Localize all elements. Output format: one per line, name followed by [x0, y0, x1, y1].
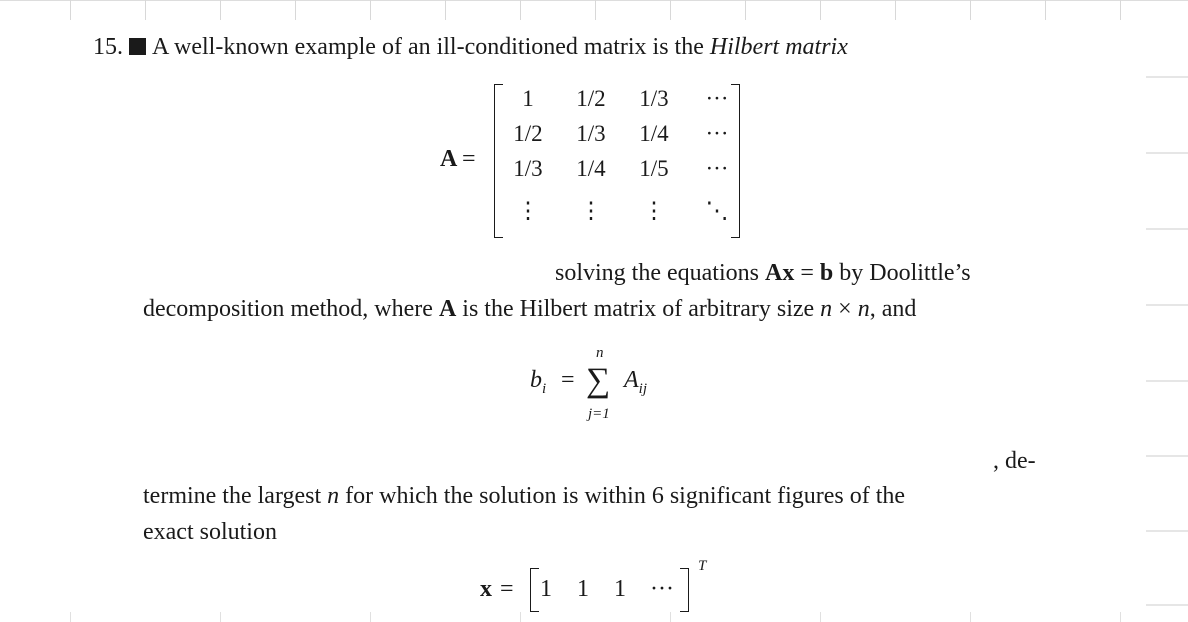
matrix-a-equals: = — [462, 146, 476, 172]
vector-entry: ··· — [650, 576, 674, 602]
sum-equals: = — [561, 367, 575, 393]
matrix-cell: ⋮ — [516, 198, 540, 223]
matrix-cell: ··· — [705, 156, 729, 181]
matrix-left-bracket — [494, 84, 503, 238]
paragraph2-line2: exact solution — [143, 519, 277, 545]
sigma-icon: ∑ — [586, 362, 611, 399]
equation-equals: = — [800, 260, 814, 286]
vector-right-bracket — [680, 568, 689, 612]
sum-upper-limit: n — [596, 345, 604, 361]
text-run: is the Hilbert matrix of arbitrary size — [462, 296, 815, 322]
problem-number: 15. — [93, 34, 123, 60]
vector-entry: 1 — [540, 576, 552, 602]
matrix-cell: 1/2 — [513, 121, 543, 146]
sum-lhs-subscript: i — [542, 380, 547, 397]
matrix-cell: ⋮ — [642, 198, 666, 223]
matrix-cell: ⋮ — [579, 198, 603, 223]
matrix-cell: 1/3 — [513, 156, 543, 181]
text-run: termine the largest — [143, 483, 322, 509]
paragraph2-tail: , de- — [993, 448, 1036, 474]
vector-x-equals: = — [500, 576, 514, 602]
filled-square-icon — [129, 38, 146, 55]
problem-intro: A well-known example of an ill-conditioned matrix is the — [152, 34, 704, 60]
matrix-cell: ··· — [705, 121, 729, 146]
paragraph2-line1 — [143, 481, 905, 511]
top-ruler-line — [0, 0, 1188, 1]
vector-entry: 1 — [577, 576, 589, 602]
hilbert-matrix-term: Hilbert matrix — [709, 34, 848, 60]
transpose-superscript: T — [698, 558, 707, 574]
sum-lower-limit: j=1 — [588, 406, 610, 422]
matrix-cell: ⋱ — [705, 198, 729, 223]
variable-n: n — [857, 296, 870, 322]
sum-term-subscript: ij — [638, 380, 648, 397]
sum-term — [624, 367, 647, 398]
text-run: by Doolittle’s — [839, 260, 971, 286]
matrix-cell: ··· — [705, 86, 729, 111]
matrix-cell: 1/3 — [576, 121, 606, 146]
matrix-cell: 1/5 — [639, 156, 669, 181]
matrix-cell: 1 — [522, 86, 534, 111]
paragraph1-line2 — [143, 294, 916, 324]
matrix-symbol: A — [438, 296, 457, 322]
matrix-a-label: A — [440, 146, 458, 172]
matrix-cell: 1/4 — [639, 121, 669, 146]
equation-lhs: Ax — [764, 260, 795, 286]
paragraph1-line1 — [555, 258, 971, 288]
matrix-cell: 1/4 — [576, 156, 606, 181]
vector-entry: 1 — [614, 576, 626, 602]
times-sign: × — [838, 296, 852, 322]
variable-n: n — [327, 483, 340, 509]
problem-header — [93, 32, 848, 62]
sum-lhs-symbol: b — [530, 367, 542, 393]
sum-term-symbol: A — [624, 367, 639, 393]
text-run: solving the equations — [555, 260, 759, 286]
text-run: , and — [869, 296, 917, 322]
matrix-cell: 1/2 — [576, 86, 606, 111]
variable-n: n — [820, 296, 833, 322]
text-run: for which the solution is within 6 significant figures of the — [345, 483, 906, 509]
matrix-cell: 1/3 — [639, 86, 669, 111]
text-run: decomposition method, where — [143, 296, 433, 322]
sum-lhs — [530, 367, 546, 398]
vector-x-label: x — [480, 576, 492, 602]
equation-rhs: b — [819, 260, 834, 286]
vector-left-bracket — [530, 568, 539, 612]
